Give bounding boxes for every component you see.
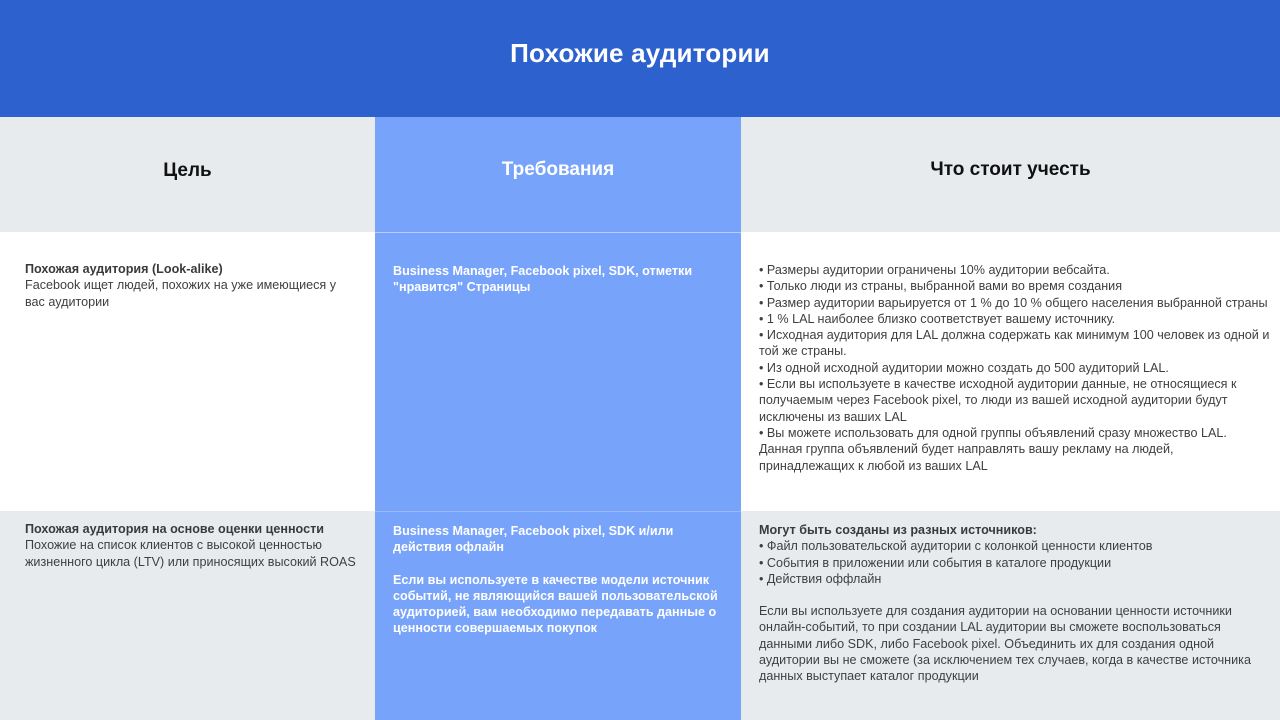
row-1-goal-desc: Facebook ищет людей, похожих на уже имеющиеся у вас аудитории bbox=[25, 278, 337, 309]
row-2-goal bbox=[25, 521, 365, 570]
header-requirements: Требования bbox=[501, 159, 615, 180]
row-1-consideration: • 1 % LAL наиболее близко соответствует вашему источнику. bbox=[759, 311, 1116, 326]
row-1-goal-title: Похожая аудитория (Look-alike) bbox=[25, 262, 223, 276]
row-2-goal-cell bbox=[0, 511, 375, 720]
row-1-consideration: • Исходная аудитория для LAL должна содержать как минимум 100 человек из одной и той же страны. bbox=[759, 328, 1270, 359]
row-1-consideration: • Из одной исходной аудитории можно создать до 500 аудиторий LAL. bbox=[759, 360, 1169, 375]
title-bar bbox=[0, 0, 1280, 117]
row-2-considerations bbox=[759, 522, 1264, 685]
row-2-considerations-note: Если вы используете для создания аудитории на основании ценности источники онлайн-событий, то при создании LAL аудитории вы сможете воспользоваться данными либо SDK, либо Facebook pixel. Объединить их для создания одной аудитории вы не сможете (за исключением тех случаев, когда в качестве источника данных выступает каталог продукции bbox=[759, 604, 1251, 684]
row-2-goal-desc: Похожие на список клиентов с высокой ценностью жизненного цикла (LTV) или приносящих высокий ROAS bbox=[25, 538, 356, 569]
row-1-consideration: • Размеры аудитории ограничены 10% аудитории вебсайта. bbox=[759, 263, 1110, 277]
row-2-consideration: • Файл пользовательской аудитории с колонкой ценности клиентов bbox=[759, 539, 1153, 554]
header-requirements-cell bbox=[375, 117, 741, 232]
row-1-considerations bbox=[759, 262, 1271, 474]
row-2-consideration: • Действия оффлайн bbox=[759, 571, 882, 586]
row-1-requirement: Business Manager, Facebook pixel, SDK, отметки "нравится" Страницы bbox=[393, 264, 693, 295]
row-1-consideration: • Размер аудитории варьируется от 1 % до 10 % общего населения выбранной страны bbox=[759, 295, 1268, 310]
header-goal-cell bbox=[0, 117, 375, 232]
row-2-considerations-cell bbox=[741, 511, 1280, 720]
row-1-goal-cell bbox=[0, 232, 375, 511]
header-goal: Цель bbox=[163, 160, 212, 181]
row-1-consideration: • Если вы используете в качестве исходной аудитории данные, не относящиеся к получаемым через Facebook pixel, то люди из вашей исходной аудитории будут исключены из ваших LAL bbox=[759, 377, 1237, 424]
row-1-requirements bbox=[393, 263, 715, 296]
row-2-considerations-title: Могут быть созданы из разных источников: bbox=[759, 523, 1037, 537]
row-1-considerations-cell bbox=[741, 232, 1280, 511]
row-1-requirements-cell bbox=[375, 232, 741, 511]
header-considerations: Что стоит учесть bbox=[930, 159, 1091, 180]
row-2-requirement: Business Manager, Facebook pixel, SDK и/или действия офлайн bbox=[393, 524, 674, 555]
row-2-requirement: Если вы используете в качестве модели источник событий, не являющийся вашей пользовательской аудиторией, вам необходимо передавать данные о ценности совершаемых покупок bbox=[393, 572, 718, 636]
row-2-requirements bbox=[393, 523, 723, 637]
row-2-consideration: • События в приложении или события в каталоге продукции bbox=[759, 555, 1112, 570]
slide-title: Похожие аудитории bbox=[510, 38, 770, 68]
row-2-requirements-cell bbox=[375, 511, 741, 720]
row-1-goal bbox=[25, 261, 355, 310]
row-1-consideration: • Только люди из страны, выбранной вами во время создания bbox=[759, 279, 1123, 294]
header-considerations-cell bbox=[741, 117, 1280, 232]
row-1-consideration: • Вы можете использовать для одной группы объявлений сразу множество LAL. Данная группа объявлений будет направлять вашу рекламу на людей, принадлежащих к любой из ваших LAL bbox=[759, 425, 1227, 473]
row-2-goal-title: Похожая аудитория на основе оценки ценности bbox=[25, 522, 324, 536]
